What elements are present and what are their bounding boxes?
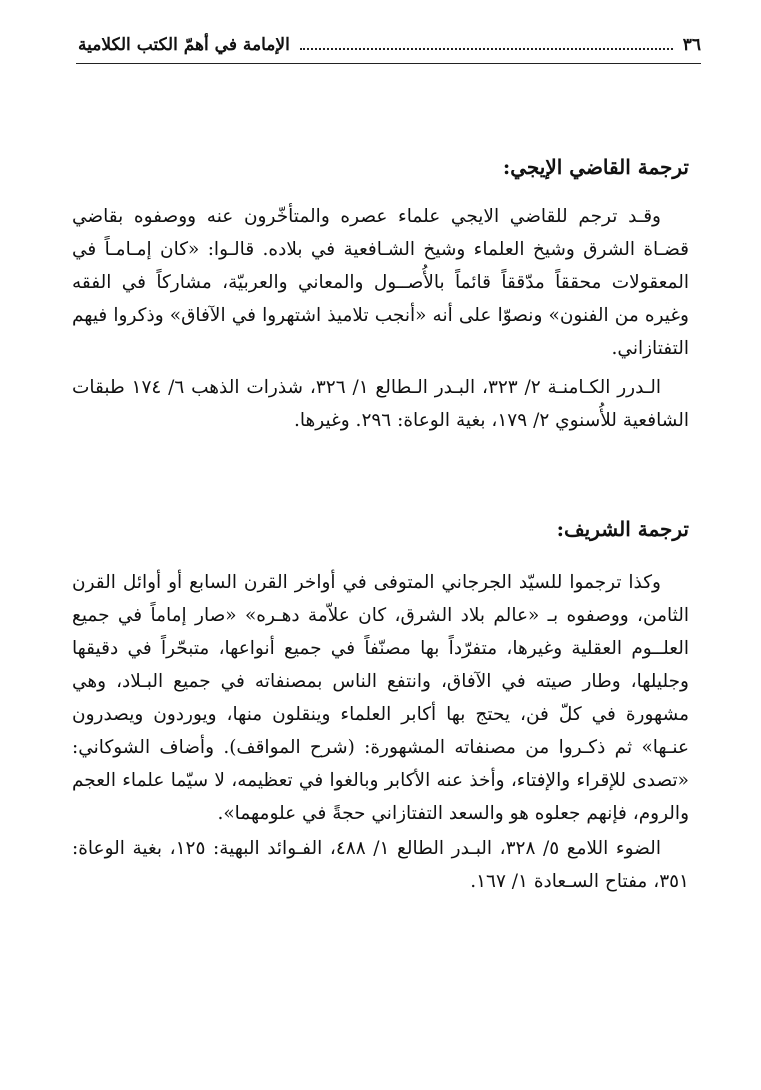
running-header [78,30,701,60]
section-references: الـدرر الكـامنـة ٢/ ٣٢٣، البـدر الـطالع ١/ ٣٢٦، شذرات الذهب ٦/ ١٧٤ طبقات الشافعية للأُسنوي ٢/ ١٧٩، بغية الوعاة: ٢٩٦. وغيرها. [72,377,689,431]
dotted-leader [300,48,673,50]
page-number: ٣٦ [682,35,701,55]
section-qadi-iji [72,152,689,437]
section-body: وكذا ترجموا للسيّد الجرجاني المتوفى في أواخر القرن السابع أو أوائل القرن الثامن، ووصفوه بـ «عالم بلاد الشرق، كان علاّمة دهـره» «صار إماماً في جميع العلــوم العقلية وغيرها، متفرّداً بها مصنّفاً في جميع أنواعها، متبحّراً في دقيقها وجليلها، وطار صيته في الآفاق، وانتفع الناس بمصنفاته في جميع البـلاد، وهي مشهورة في كلّ فن، يحتج بها أكابر العلماء وينقلون منها، ويوردون ويصدرون عنـها» ثم ذكـروا من مصنفاته المشهورة: (شرح المواقف). وأضاف الشوكاني: «تصدى للإقراء والإفتاء، وأخذ عنه الأكابر وبالغوا في تعظيمه، لا سيّما علماء العجم والروم، فإنهم جعلوه هو والسعد التفتازاني حجةً في علومهما». [72,572,689,824]
section-body: وقـد ترجم للقاضي الايجي علماء عصره والمتأخّرون عنه ووصفوه بقاضي قضـاة الشرق وشيخ العلماء وشيخ الشـافعية في بلاده. قالـوا: «كان إمـامـاً في المعقولات محققاً مدّققاً قائماً بالأُصــول والمعاني والعربيّة، مشاركاً في الفقه وغيره من الفنون» ونصوّا على أنه «أنجب تلاميذ اشتهروا في الآفاق» وذكروا فيهم التفتازاني. [72,206,689,359]
header-rule [76,63,701,64]
section-heading: ترجمة القاضي الإيجي: [502,155,689,179]
section-sharif [72,514,689,898]
section-heading: ترجمة الشريف: [556,517,689,541]
book-title: الإمامة في أهمّ الكتب الكلامية [78,35,290,55]
section-references: الضوء اللامع ٥/ ٣٢٨، البـدر الطالع ١/ ٤٨٨، الفـوائد البهية: ١٢٥، بغية الوعاة: ٣٥١، مفتاح السـعادة ١/ ١٦٧. [72,838,689,892]
